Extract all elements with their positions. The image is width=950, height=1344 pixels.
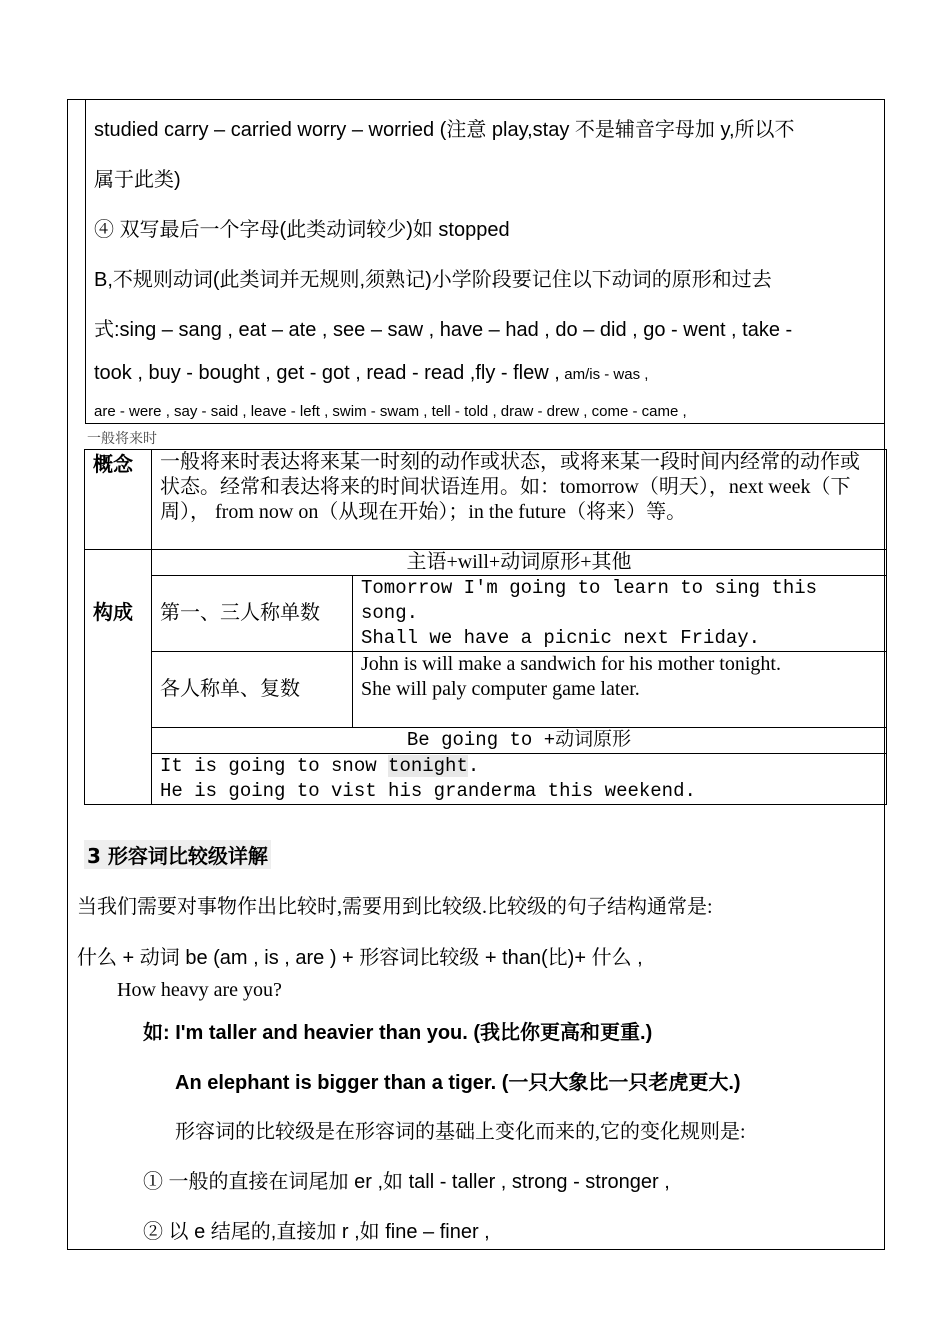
example-sentence: John is will make a sandwich for his mother tonight. <box>361 653 781 675</box>
first-third-person-examples <box>353 576 887 652</box>
example-sentence: She will paly computer game later. <box>361 678 640 700</box>
concept-label: 概念 <box>85 450 152 550</box>
example-sentence <box>160 754 878 779</box>
irregular-verb-list-3: are - were , say - said , leave - left , swim - swam , tell - told , draw - drew , come - came , <box>94 403 687 420</box>
verb-rule-line-3: ④ 双写最后一个字母(此类动词较少)如 stopped <box>94 219 510 241</box>
all-persons-row <box>85 652 887 728</box>
concept-text: 一般将来时表达将来某一时刻的动作或状态，或将来某一段时间内经常的动作或状态。经常和表达将来的时间状语连用。如：tomorrow（明天），next week（下周）， from now on（从现在开始）；in the future（将来）等。 <box>152 450 887 550</box>
irregular-verb-list-2-small: am/is - was , <box>564 366 649 383</box>
going-to-examples-row <box>85 754 887 805</box>
going-to-formula: Be going to +动词原形 <box>152 728 887 754</box>
example-sentence-1: 如: I'm taller and heavier than you. (我比你更高和更重.) <box>143 1022 653 1044</box>
irregular-verb-list-1: 式:sing – sang , eat – ate , see – saw , have – had , do – did , go - went , take - <box>94 319 793 341</box>
example-question: How heavy are you? <box>117 979 282 1001</box>
going-to-examples <box>152 754 887 805</box>
structure-label: 构成 <box>85 550 152 805</box>
example-sentence-2: An elephant is bigger than a tiger. (一只大象比一只老虎更大.) <box>175 1072 741 1094</box>
future-tense-table <box>84 449 887 805</box>
example-text: It is going to snow <box>160 755 389 777</box>
all-persons-examples <box>353 652 887 728</box>
will-formula: 主语+will+动词原形+其他 <box>152 550 887 576</box>
all-persons-label: 各人称单、复数 <box>152 652 353 728</box>
verb-rule-line-1: studied carry – carried worry – worried (注意 play,stay 不是辅音字母加 y,所以不 <box>94 119 795 141</box>
comparative-structure: 什么 + 动词 be (am , is , are ) + 形容词比较级 + than(比)+ 什么 , <box>77 947 643 969</box>
irregular-verb-list-2-main: took , buy - bought , get - got , read - read ,fly - flew , <box>94 362 560 384</box>
will-formula-row <box>85 550 887 576</box>
table-caption: 一般将来时 <box>87 430 157 446</box>
highlighted-word: tonight <box>388 755 468 777</box>
irregular-verb-intro: B,不规则动词(此类词并无规则,须熟记)小学阶段要记住以下动词的原形和过去 <box>94 269 772 291</box>
comparative-intro: 当我们需要对事物作出比较时,需要用到比较级.比较级的句子结构通常是: <box>77 896 713 918</box>
example-sentence: Tomorrow I'm going to learn to sing this song. <box>361 577 818 624</box>
section-heading: 3 形容词比较级详解 <box>84 840 271 869</box>
going-to-formula-row <box>85 728 887 754</box>
first-third-person-row <box>85 576 887 652</box>
comparative-rule-1: ① 一般的直接在词尾加 er ,如 tall - taller , strong - stronger , <box>143 1171 670 1193</box>
example-sentence: He is going to vist his granderma this weekend. <box>160 780 696 802</box>
irregular-verb-list-2 <box>94 362 648 385</box>
comparative-rule-2: ② 以 e 结尾的,直接加 r ,如 fine – finer , <box>143 1221 490 1243</box>
first-third-person-label: 第一、三人称单数 <box>152 576 353 652</box>
comparative-rule-intro: 形容词的比较级是在形容词的基础上变化而来的,它的变化规则是: <box>175 1121 746 1143</box>
example-sentence: Shall we have a picnic next Friday. <box>361 627 761 649</box>
concept-row <box>85 450 887 550</box>
example-text: . <box>467 755 480 777</box>
verb-rule-line-2: 属于此类) <box>94 169 181 191</box>
